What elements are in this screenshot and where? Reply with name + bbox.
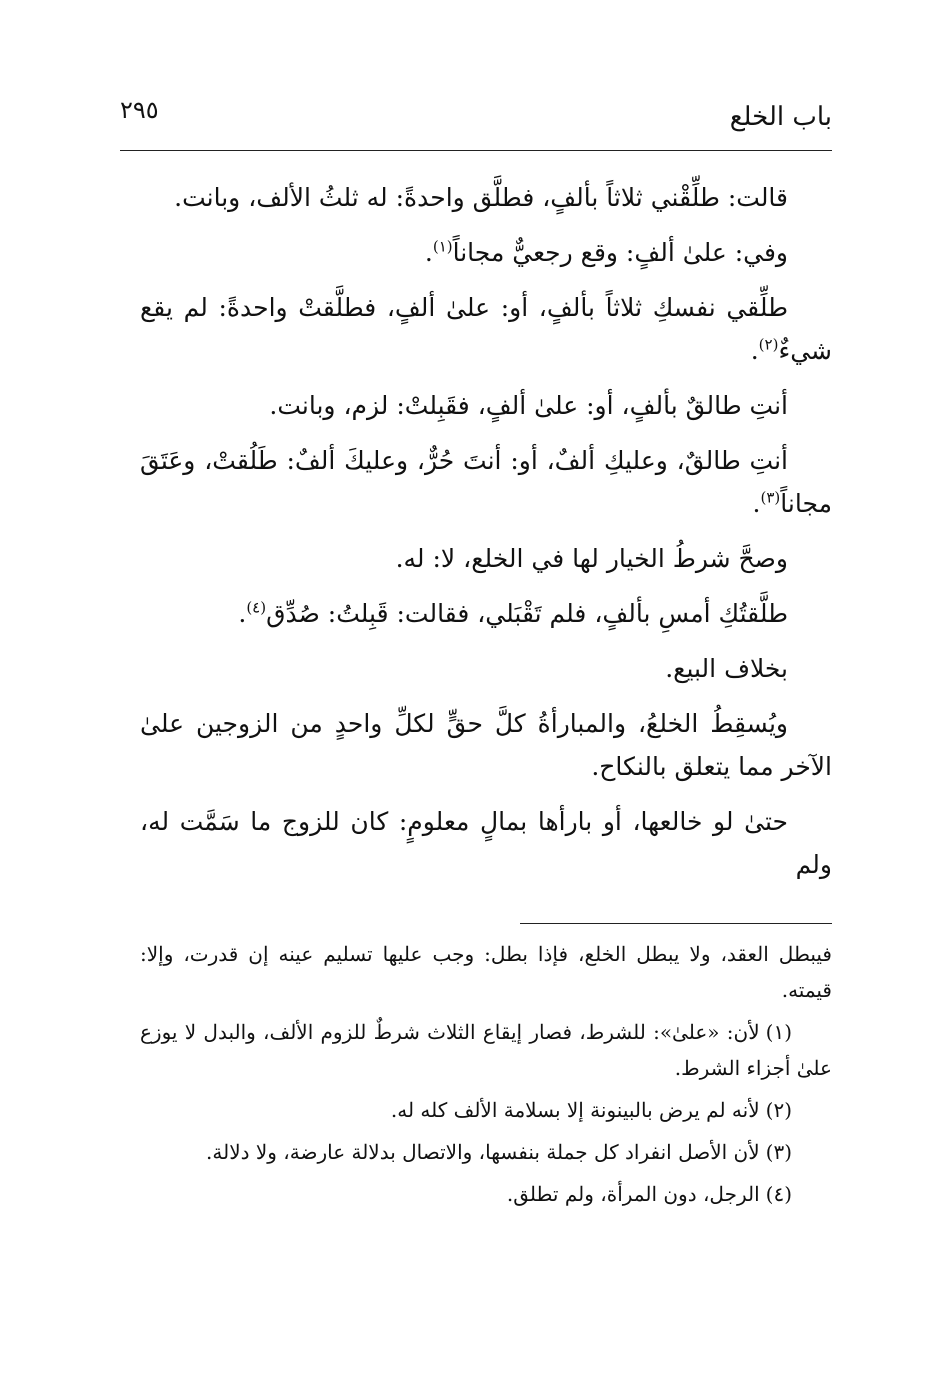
paragraph-5: أنتِ طالقٌ، وعليكِ ألفٌ، أو: أنتَ حُرٌّ، وعليكَ ألفٌ: طَلُقتْ، وعَتَقَ مجاناً$^{(٣)}$.	[140, 446, 832, 518]
footnote-number: (١)	[765, 1020, 792, 1044]
header-divider	[120, 150, 832, 151]
chapter-title: باب الخلع	[729, 102, 832, 132]
footnote-ref-4: (٤)	[246, 598, 267, 617]
footnote-number: (٤)	[765, 1182, 792, 1206]
page-number: ٢٩٥	[120, 96, 159, 124]
paragraph-2: وفي: علىٰ ألفٍ: وقع رجعيٌّ مجاناً$^{(١)}$.	[424, 237, 788, 267]
footnote-ref-1: (١)	[432, 237, 453, 256]
footnote-number: (٢)	[765, 1098, 792, 1122]
footnotes	[140, 936, 832, 1218]
paragraph-10: حتىٰ لو خالعها، أو بارأها بمالٍ معلومٍ: كان للزوج ما سَمَّت له، ولم	[140, 807, 832, 879]
page-header	[120, 96, 832, 148]
footnote-continuation: فيبطل العقد، ولا يبطل الخلع، فإذا بطل: وجب عليها تسليم عينه إن قدرت، وإلا: قيمته.	[140, 942, 832, 1002]
paragraph-9: ويُسقِطُ الخلعُ، والمبارأةُ كلَّ حقٍّ لكلِّ واحدٍ من الزوجين علىٰ الآخر مما يتعلق بالنكاح.	[140, 709, 832, 781]
paragraph-6: وصحَّ شرطُ الخيار لها في الخلع، لا: له.	[395, 544, 788, 573]
paragraph-4: أنتِ طالقٌ بألفٍ، أو: علىٰ ألفٍ، فقَبِلتْ: لزم، وبانت.	[269, 391, 788, 420]
footnote-number: (٣)	[765, 1140, 792, 1164]
paragraph-1: قالت: طلِّقْني ثلاثاً بألفٍ، فطلَّق واحدةً: له ثلثُ الألف، وبانت.	[174, 183, 788, 212]
footnote-1: (١)لأن: «علىٰ»: للشرط، فصار إيقاع الثلاث شرطٌ للزوم الألف، والبدل لا يوزع علىٰ أجزاء الشرط.	[140, 1020, 832, 1080]
footnote-2: (٢)لأنه لم يرض بالبينونة إلا بسلامة الألف كله له.	[390, 1098, 792, 1122]
paragraph-7: طلَّقتُكِ أمسِ بألفٍ، فلم تَقْبَلي، فقالت: قَبِلتُ: صُدِّق$^{(٤)}$.	[238, 598, 788, 628]
paragraph-3: طلِّقي نفسكِ ثلاثاً بألفٍ، أو: علىٰ ألفٍ، فطلَّقتْ واحدةً: لم يقع شيءٌ$^{(٢)}$.	[140, 293, 832, 365]
footnote-divider	[520, 923, 832, 924]
footnote-3: (٣)لأن الأصل انفراد كل جملة بنفسها، والاتصال بدلالة عارضة، ولا دلالة.	[206, 1140, 792, 1164]
main-text	[140, 176, 832, 898]
footnote-ref-2: (٢)	[758, 335, 779, 354]
paragraph-8: بخلاف البيع.	[665, 654, 788, 683]
footnote-4: (٤)الرجل، دون المرأة، ولم تطلق.	[506, 1182, 792, 1206]
footnote-ref-3: (٣)	[760, 488, 781, 507]
